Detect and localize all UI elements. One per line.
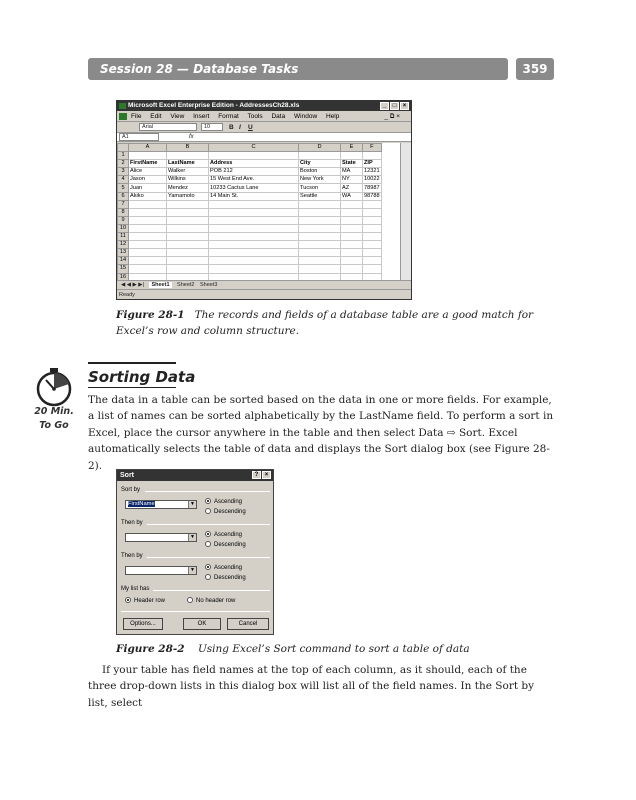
cell[interactable] [341,249,363,257]
cell[interactable] [167,265,209,273]
font-name-select[interactable]: Arial [139,123,197,131]
cell[interactable] [129,200,167,208]
then-by-1-descending-radio[interactable] [205,541,246,549]
cell[interactable] [209,257,299,265]
cell[interactable] [167,216,209,224]
row-header[interactable]: 6 [118,192,129,200]
cell[interactable] [299,152,341,160]
ascending-label: Ascending [214,532,243,538]
descending-label: Descending [214,509,246,515]
options-button[interactable]: Options... [123,618,163,630]
menu-data[interactable]: Data [271,113,286,120]
figure-1-caption [116,307,536,339]
cell[interactable]: Akiko [129,192,167,200]
table-row [118,249,382,257]
cell[interactable] [299,273,341,280]
cell[interactable]: Tucson [299,184,341,192]
column-header[interactable]: F [363,144,382,152]
cell[interactable] [167,241,209,249]
cell[interactable] [129,208,167,216]
sort-by-select[interactable] [125,500,197,509]
sheet-tab-2[interactable]: Sheet2 [177,282,195,288]
workbook-window-controls[interactable]: _ ⧉ × [384,113,400,120]
radio-icon [187,597,193,603]
section-heading: Sorting Data [88,368,196,386]
formatting-toolbar [117,122,411,133]
my-list-has-label: My list has [121,586,150,592]
sheet-nav-buttons[interactable]: ◀ ◀ ▶ ▶| [121,282,144,288]
excel-app-icon [119,103,126,109]
cell[interactable]: AZ [341,184,363,192]
cell[interactable] [341,233,363,241]
cell[interactable]: 78987 [364,184,380,191]
ok-button[interactable]: OK [183,618,221,630]
column-header[interactable]: A [129,144,167,152]
ascending-label: Ascending [214,565,243,571]
ascending-label: Ascending [214,499,243,505]
no-header-row-radio[interactable] [187,597,235,605]
section-rule-top [88,362,176,364]
cell[interactable] [167,208,209,216]
cell[interactable] [299,208,341,216]
cell[interactable]: Mendez [167,184,209,192]
cell[interactable] [363,224,382,232]
cell[interactable] [209,200,299,208]
cell[interactable] [341,273,363,280]
cell[interactable] [363,200,382,208]
cell[interactable] [299,224,341,232]
row-header[interactable]: 9 [118,216,129,224]
status-bar: Ready [117,289,411,299]
figure-2-caption [116,641,536,657]
select-all-corner[interactable] [118,144,129,152]
table-row [118,176,382,184]
header-row-radio[interactable] [125,597,165,605]
divider [145,491,270,492]
cell[interactable] [363,249,382,257]
cell[interactable]: 98788 [364,192,380,199]
table-row [118,241,382,249]
underline-button[interactable]: U [248,124,253,131]
fx-label: fx [189,134,194,140]
cell[interactable]: Boston [299,168,341,176]
table-row [118,160,382,168]
excel-menu-bar [117,111,411,122]
cell[interactable]: 12321 [364,168,380,175]
cell[interactable] [363,273,382,280]
sheet-tab-3[interactable]: Sheet3 [200,282,218,288]
table-row [118,184,382,192]
cell[interactable] [363,233,382,241]
radio-icon [205,574,211,580]
cell[interactable]: 10022 [364,176,380,183]
cell[interactable] [129,257,167,265]
cell[interactable] [129,249,167,257]
column-header-row [118,144,382,152]
page-number: 359 [516,58,554,80]
cell[interactable] [129,233,167,241]
worksheet-rows [118,152,382,280]
vertical-scrollbar[interactable] [400,143,411,280]
cell[interactable] [167,200,209,208]
cell[interactable] [341,265,363,273]
cell[interactable] [209,224,299,232]
cell[interactable] [363,208,382,216]
figure-1-label: Figure 28-1 [116,309,185,321]
workbook-icon [119,113,127,120]
divider [121,611,270,612]
cell[interactable] [167,249,209,257]
cell[interactable] [129,224,167,232]
row-header[interactable]: 3 [118,168,129,176]
then-by-select-2[interactable] [125,566,197,575]
cell[interactable] [341,216,363,224]
cell[interactable] [209,216,299,224]
figure-1-text: The records and fields of a database table are a good match for Excel’s row and column structure. [116,309,534,337]
cell[interactable] [299,257,341,265]
row-header[interactable]: 4 [118,176,129,184]
table-row [118,200,382,208]
chevron-down-icon[interactable]: ▼ [188,534,196,541]
running-header: Session 28 — Database Tasks [88,58,508,80]
radio-selected-icon [205,498,211,504]
cell[interactable]: 14 Main St. [209,192,299,200]
cell[interactable] [209,152,299,160]
cell[interactable] [363,152,382,160]
radio-selected-icon [205,564,211,570]
row-header[interactable]: 2 [118,160,129,168]
margin-note [28,405,80,433]
table-row [118,208,382,216]
cancel-button[interactable]: Cancel [227,618,269,630]
cell[interactable] [363,216,382,224]
row-header[interactable]: 8 [118,208,129,216]
cell[interactable] [209,265,299,273]
cell[interactable]: State [341,160,363,168]
help-icon[interactable]: ? [252,471,261,479]
column-header[interactable]: E [341,144,363,152]
close-icon[interactable]: × [262,471,271,479]
sort-dialog-title-bar [117,470,273,481]
cell[interactable]: POB 212 [209,168,299,176]
row-header[interactable]: 16 [118,273,129,280]
row-header[interactable]: 11 [118,233,129,241]
row-header[interactable]: 15 [118,265,129,273]
sort-by-ascending-radio[interactable] [205,498,242,506]
radio-selected-icon [125,597,131,603]
cell[interactable] [341,152,363,160]
maximize-icon[interactable]: □ [390,102,399,110]
cell[interactable] [299,216,341,224]
cell[interactable] [341,200,363,208]
menu-format[interactable]: Format [218,113,239,120]
cell[interactable]: New York [299,176,341,184]
cell[interactable] [341,208,363,216]
menu-window[interactable]: Window [294,113,318,120]
column-header[interactable]: D [299,144,341,152]
name-box[interactable]: A1 [119,133,159,141]
cell[interactable] [209,273,299,280]
cell[interactable] [167,257,209,265]
table-row [118,273,382,280]
cell[interactable]: Yamamoto [167,192,209,200]
chevron-down-icon[interactable]: ▼ [188,567,196,574]
cell[interactable] [341,224,363,232]
formula-bar [117,133,411,142]
then-by-1-ascending-radio[interactable] [205,531,242,539]
sheet-tabs [117,280,411,289]
then-by-2-descending-radio[interactable] [205,574,246,582]
row-header[interactable]: 13 [118,249,129,257]
row-header[interactable]: 1 [118,152,129,160]
cell[interactable] [209,233,299,241]
radio-icon [205,541,211,547]
paragraph-1: The data in a table can be sorted based on the data in one or more fields. For example, a list of names can be sorted alphabetically by the LastName field. To perform a sort in Excel, place the cursor anywhere in the table and then select Data ⇨ Sort. Excel automatically selects the table of data and displays the Sort dialog box (see Figure 28-2). [88,394,554,472]
cell[interactable] [299,241,341,249]
menu-help[interactable]: Help [325,113,340,120]
excel-title-bar [117,101,411,111]
sheet-tab-1[interactable]: Sheet1 [151,282,170,288]
cell[interactable] [129,152,167,160]
row-header[interactable]: 7 [118,200,129,208]
cell[interactable]: Jason [129,176,167,184]
timer-icon [34,368,74,408]
cell[interactable] [129,216,167,224]
menu-insert[interactable]: Insert [193,113,210,120]
column-header[interactable]: B [167,144,209,152]
worksheet-table [117,143,382,280]
descending-label: Descending [214,575,246,581]
cell[interactable]: 15 West End Ave. [209,176,299,184]
divider [147,557,270,558]
sort-by-value: FirstName [128,501,155,507]
table-row [118,233,382,241]
cell[interactable]: ZIP [363,160,382,168]
then-by-label-1: Then by [121,520,143,526]
bold-button[interactable]: B [229,124,234,131]
table-row [118,216,382,224]
cell[interactable]: Address [209,160,299,168]
menu-tools[interactable]: Tools [247,113,263,120]
italic-button[interactable]: I [239,124,241,131]
sort-dialog [116,469,274,635]
paragraph-2: If your table has field names at the top of each column, as it should, each of the three drop-down lists in this dialog box will list all of the field names. In the Sort by list, select [88,664,535,709]
cell[interactable]: Seattle [299,192,341,200]
font-size-select[interactable]: 10 [201,123,223,131]
table-row [118,257,382,265]
margin-note-time: 20 Min. [34,406,74,417]
no-header-row-label: No header row [196,598,236,604]
cell[interactable] [341,241,363,249]
table-row [118,168,382,176]
divider [153,590,270,591]
then-by-label-2: Then by [121,553,143,559]
cell[interactable]: 10233 Cactus Lane [209,184,299,192]
cell[interactable]: NY [341,176,363,184]
cell[interactable] [299,233,341,241]
table-row [118,152,382,160]
sort-dialog-title: Sort [120,472,134,479]
cell[interactable] [363,257,382,265]
cell[interactable]: Wilkins [167,176,209,184]
figure-2-label: Figure 28-2 [116,643,185,655]
cell[interactable]: MA [341,168,363,176]
section-rule-bottom [88,387,176,388]
menu-file[interactable]: File [131,113,142,120]
cell[interactable] [167,273,209,280]
table-row [118,192,382,200]
row-header[interactable]: 5 [118,184,129,192]
radio-selected-icon [205,531,211,537]
cell[interactable]: WA [341,192,363,200]
sort-by-label: Sort by [121,487,141,493]
row-header[interactable]: 14 [118,257,129,265]
cell[interactable] [363,265,382,273]
cell[interactable] [299,265,341,273]
menu-edit[interactable]: Edit [150,113,162,120]
cell[interactable] [299,200,341,208]
divider [147,524,270,525]
radio-icon [205,508,211,514]
table-row [118,265,382,273]
cell[interactable] [167,233,209,241]
sort-by-descending-radio[interactable] [205,508,246,516]
header-row-label: Header row [134,598,166,604]
cell[interactable]: Juan [129,184,167,192]
cell[interactable] [363,241,382,249]
cell[interactable] [209,249,299,257]
cell[interactable] [167,224,209,232]
table-row [118,224,382,232]
worksheet-grid [117,143,401,280]
cell[interactable] [129,265,167,273]
cell[interactable] [129,273,167,280]
cell[interactable]: LastName [167,160,209,168]
figure-2-text: Using Excel’s Sort command to sort a table of data [197,643,470,655]
cell[interactable] [341,257,363,265]
descending-label: Descending [214,542,246,548]
cell[interactable] [299,249,341,257]
cell[interactable] [209,241,299,249]
close-icon[interactable]: × [400,102,409,110]
row-header[interactable]: 12 [118,241,129,249]
row-header[interactable]: 10 [118,224,129,232]
cell[interactable]: Alice [129,168,167,176]
menu-view[interactable]: View [170,113,185,120]
cell[interactable]: City [299,160,341,168]
then-by-2-ascending-radio[interactable] [205,564,242,572]
column-header[interactable]: C [209,144,299,152]
chevron-down-icon[interactable]: ▼ [188,501,196,508]
excel-window-title: Microsoft Excel Enterprise Edition - AddressesCh28.xls [128,102,300,109]
cell[interactable]: Walker [167,168,209,176]
cell[interactable] [167,152,209,160]
cell[interactable] [129,241,167,249]
minimize-icon[interactable]: _ [380,102,389,110]
cell[interactable] [209,208,299,216]
margin-note-label: To Go [39,420,69,431]
then-by-select-1[interactable] [125,533,197,542]
excel-window [116,100,412,300]
cell[interactable]: FirstName [129,160,167,168]
